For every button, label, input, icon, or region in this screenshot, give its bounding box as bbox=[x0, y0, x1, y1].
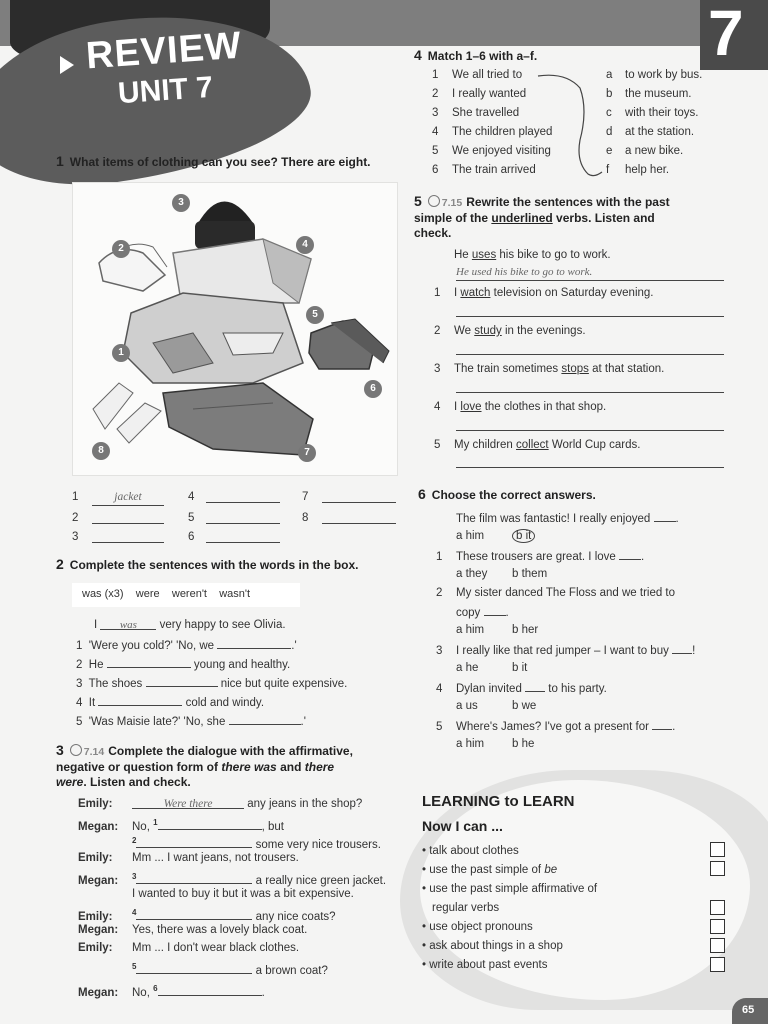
page-number: 65 bbox=[742, 1004, 755, 1016]
ex6-answer-field[interactable] bbox=[654, 510, 676, 522]
ex6-answer-field[interactable] bbox=[484, 604, 506, 616]
ex5-title: 5 7.15 Rewrite the sentences with the past simple of the underlined verbs. Listen and check. bbox=[414, 193, 670, 240]
can-do-item: • talk about clothes bbox=[422, 845, 519, 857]
ex4-right-item: f help her. bbox=[606, 164, 670, 176]
ex1-answer-field[interactable] bbox=[322, 523, 396, 524]
dialogue-line: Megan: No, $^6$ . bbox=[78, 984, 265, 999]
ex4-right-item: b the museum. bbox=[606, 88, 692, 100]
checkbox[interactable] bbox=[710, 957, 725, 972]
ex4-right-item: a to work by bus. bbox=[606, 69, 703, 81]
ex1-answer: 4 bbox=[188, 491, 195, 503]
ex1-answer: 3 bbox=[72, 531, 79, 543]
ex5-answer-field[interactable] bbox=[456, 316, 724, 317]
review-heading: REVIEW bbox=[84, 24, 244, 78]
ex6-options bbox=[456, 661, 527, 676]
can-do-item: • use the past simple affirmative of bbox=[422, 883, 598, 895]
option-a[interactable]: a he bbox=[456, 662, 479, 674]
ex4-right-item: c with their toys. bbox=[606, 107, 699, 119]
ex4-left-item: 6 The train arrived bbox=[432, 164, 536, 176]
option-a[interactable]: a him bbox=[456, 738, 485, 750]
ex2-item: 3 The shoes nice but quite expensive. bbox=[76, 675, 347, 692]
ex6-options bbox=[456, 529, 535, 544]
ex2-answer-field[interactable] bbox=[98, 694, 182, 706]
dialogue-answer-field[interactable] bbox=[136, 836, 252, 848]
ex6-answer-field[interactable] bbox=[672, 642, 692, 654]
checkbox[interactable] bbox=[710, 900, 725, 915]
dialogue-line: $^2$ some very nice trousers. bbox=[132, 836, 381, 851]
dialogue-answer-field[interactable] bbox=[136, 872, 252, 884]
checkbox[interactable] bbox=[710, 919, 725, 934]
can-do-item: • use the past simple of be bbox=[422, 864, 558, 876]
ex6-answer-field[interactable] bbox=[619, 548, 641, 560]
dialogue-answer-field[interactable] bbox=[158, 984, 262, 996]
dialogue-line: Emily: Mm ... I want jeans, not trousers. bbox=[78, 852, 299, 864]
ex6-item: 4 Dylan invited to his party. bbox=[436, 680, 607, 697]
ex2-answer-field[interactable] bbox=[229, 713, 301, 725]
option-a[interactable]: a him bbox=[456, 624, 485, 636]
match-line bbox=[536, 70, 606, 190]
ex4-right-item: e a new bike. bbox=[606, 145, 684, 157]
dialogue-line: Emily: Were there any jeans in the shop? bbox=[78, 798, 363, 810]
ex1-answer-field[interactable] bbox=[206, 542, 280, 543]
ex1-answer-field[interactable] bbox=[322, 502, 396, 503]
audio-icon[interactable] bbox=[70, 744, 82, 756]
ex5-item: 3 The train sometimes stops at that station. bbox=[434, 363, 665, 375]
ex1-title: 1 What items of clothing can you see? There are eight. bbox=[56, 153, 371, 169]
ex2-answer-field[interactable] bbox=[146, 675, 218, 687]
ex6-item: 1 These trousers are great. I love . bbox=[436, 548, 644, 565]
ex6-options bbox=[456, 737, 534, 752]
dialogue-line: Emily: $^4$ any nice coats? bbox=[78, 908, 336, 923]
ex2-item: 4 It cold and windy. bbox=[76, 694, 264, 711]
ex1-answer-field[interactable] bbox=[206, 523, 280, 524]
dialogue-line: Megan: No, $^1$ , but bbox=[78, 818, 284, 833]
dialogue-line: Emily: Mm ... I don't wear black clothes. bbox=[78, 942, 300, 954]
ex5-example-answer[interactable]: He used his bike to go to work. bbox=[456, 265, 724, 281]
clothes-drawing bbox=[73, 183, 399, 477]
ex1-answer-field[interactable] bbox=[92, 542, 164, 543]
word-box-item: weren't bbox=[171, 588, 207, 600]
ex4-right-item: d at the station. bbox=[606, 126, 695, 138]
clothes-illustration bbox=[72, 182, 398, 476]
ex5-answer-field[interactable] bbox=[456, 392, 724, 393]
learning-subtitle: Now I can ... bbox=[422, 818, 503, 834]
ex2-answer-field[interactable] bbox=[107, 656, 191, 668]
ex4-left-item: 5 We enjoyed visiting bbox=[432, 145, 551, 157]
ex1-answer: 1 bbox=[72, 491, 79, 503]
item-badge: 2 bbox=[112, 240, 130, 258]
word-box-item: were bbox=[135, 588, 160, 600]
ex6-options bbox=[456, 567, 547, 582]
word-box bbox=[72, 583, 300, 607]
item-badge: 4 bbox=[296, 236, 314, 254]
option-b[interactable]: b we bbox=[512, 700, 537, 712]
ex5-answer-field[interactable] bbox=[456, 467, 724, 468]
option-a[interactable]: a us bbox=[456, 700, 478, 712]
ex6-options bbox=[456, 699, 536, 714]
option-a[interactable]: a they bbox=[456, 568, 488, 580]
word-box-item: was (x3) bbox=[82, 588, 124, 600]
dialogue-line: Megan: Yes, there was a lovely black coat. bbox=[78, 924, 308, 936]
ex1-answer: 8 bbox=[302, 512, 309, 524]
ex2-title: 2 Complete the sentences with the words in the box. bbox=[56, 556, 359, 572]
ex2-item: 1 'Were you cold?' 'No, we .' bbox=[76, 637, 297, 654]
ex6-answer-field[interactable] bbox=[652, 718, 672, 730]
ex1-answer: 6 bbox=[188, 531, 195, 543]
ex3-title: 3 7.14 Complete the dialogue with the affirmative, negative or question form of there was and there were. Listen and check. bbox=[56, 742, 353, 789]
option-b[interactable]: b them bbox=[512, 568, 548, 580]
ex1-answer-field[interactable] bbox=[92, 523, 164, 524]
ex4-left-item: 1 We all tried to bbox=[432, 69, 523, 81]
can-do-item-cont: regular verbs bbox=[432, 902, 500, 914]
checkbox[interactable] bbox=[710, 861, 725, 876]
ex1-answer-field[interactable]: jacket bbox=[92, 490, 164, 506]
ex5-item: 1 I watch television on Saturday evening. bbox=[434, 287, 654, 299]
ex2-item: 2 He young and healthy. bbox=[76, 656, 290, 673]
ex5-item: 5 My children collect World Cup cards. bbox=[434, 439, 641, 451]
item-badge: 5 bbox=[306, 306, 324, 324]
ex2-example: I was very happy to see Olivia. bbox=[94, 619, 286, 631]
ex1-answer-field[interactable] bbox=[206, 502, 280, 503]
ex6-example: The film was fantastic! I really enjoyed . bbox=[456, 510, 679, 527]
dialogue-answer-field[interactable] bbox=[136, 908, 252, 920]
ex6-answer-field[interactable] bbox=[525, 680, 545, 692]
item-badge: 7 bbox=[298, 444, 316, 462]
checkbox[interactable] bbox=[710, 938, 725, 953]
can-do-item: • ask about things in a shop bbox=[422, 940, 563, 952]
dialogue-answer-field[interactable] bbox=[158, 818, 262, 830]
ex2-item: 5 'Was Maisie late?' 'No, she .' bbox=[76, 713, 306, 730]
ex1-answer: 5 bbox=[188, 512, 195, 524]
ex5-item: 4 I love the clothes in that shop. bbox=[434, 401, 607, 413]
ex6-item: 5 Where's James? I've got a present for . bbox=[436, 718, 675, 735]
ex4-left-item: 4 The children played bbox=[432, 126, 553, 138]
option-b[interactable]: b it bbox=[512, 662, 528, 674]
arrow-icon bbox=[60, 56, 74, 74]
unit-heading: UNIT 7 bbox=[116, 70, 215, 111]
dialogue-line: $^5$ a brown coat? bbox=[132, 962, 328, 977]
ex4-right-list bbox=[606, 68, 766, 182]
ex6-item-cont: copy . bbox=[456, 604, 509, 621]
ex4-left-item: 3 She travelled bbox=[432, 107, 520, 119]
can-do-item: • write about past events bbox=[422, 959, 548, 971]
ex6-item: 3 I really like that red jumper – I want to buy ! bbox=[436, 642, 695, 659]
item-badge: 8 bbox=[92, 442, 110, 460]
audio-icon[interactable] bbox=[428, 195, 440, 207]
option-b-selected[interactable]: b it bbox=[512, 529, 535, 543]
ex6-item: 2 My sister danced The Floss and we tried to bbox=[436, 587, 676, 599]
option-b[interactable]: b he bbox=[512, 738, 535, 750]
ex5-example: He uses his bike to go to work. bbox=[454, 249, 611, 261]
ex6-options bbox=[456, 623, 538, 638]
ex6-title: 6 Choose the correct answers. bbox=[418, 486, 596, 502]
item-badge: 1 bbox=[112, 344, 130, 362]
ex5-answer-field[interactable] bbox=[456, 430, 724, 431]
dialogue bbox=[78, 797, 408, 999]
ex5-answer-field[interactable] bbox=[456, 354, 724, 355]
checkbox[interactable] bbox=[710, 842, 725, 857]
option-b[interactable]: b her bbox=[512, 624, 539, 636]
ex4-left-item: 2 I really wanted bbox=[432, 88, 527, 100]
dialogue-line: Megan: $^3$ a really nice green jacket. bbox=[78, 872, 387, 887]
word-box-item: wasn't bbox=[219, 588, 251, 600]
ex1-answer: 7 bbox=[302, 491, 309, 503]
item-badge: 6 bbox=[364, 380, 382, 398]
ex2-answer-field[interactable] bbox=[217, 637, 291, 649]
option-a[interactable]: a him bbox=[456, 530, 485, 542]
dialogue-line: I wanted to buy it but it was a bit expensive. bbox=[132, 888, 354, 900]
ex4-title: 4 Match 1–6 with a–f. bbox=[414, 47, 538, 63]
can-do-list bbox=[422, 844, 702, 977]
learning-title: LEARNING to LEARN bbox=[422, 793, 575, 810]
can-do-item: • use object pronouns bbox=[422, 921, 533, 933]
item-badge: 3 bbox=[172, 194, 190, 212]
dialogue-answer-field[interactable] bbox=[136, 962, 252, 974]
unit-number: 7 bbox=[708, 0, 744, 69]
ex1-answer: 2 bbox=[72, 512, 79, 524]
ex5-item: 2 We study in the evenings. bbox=[434, 325, 586, 337]
